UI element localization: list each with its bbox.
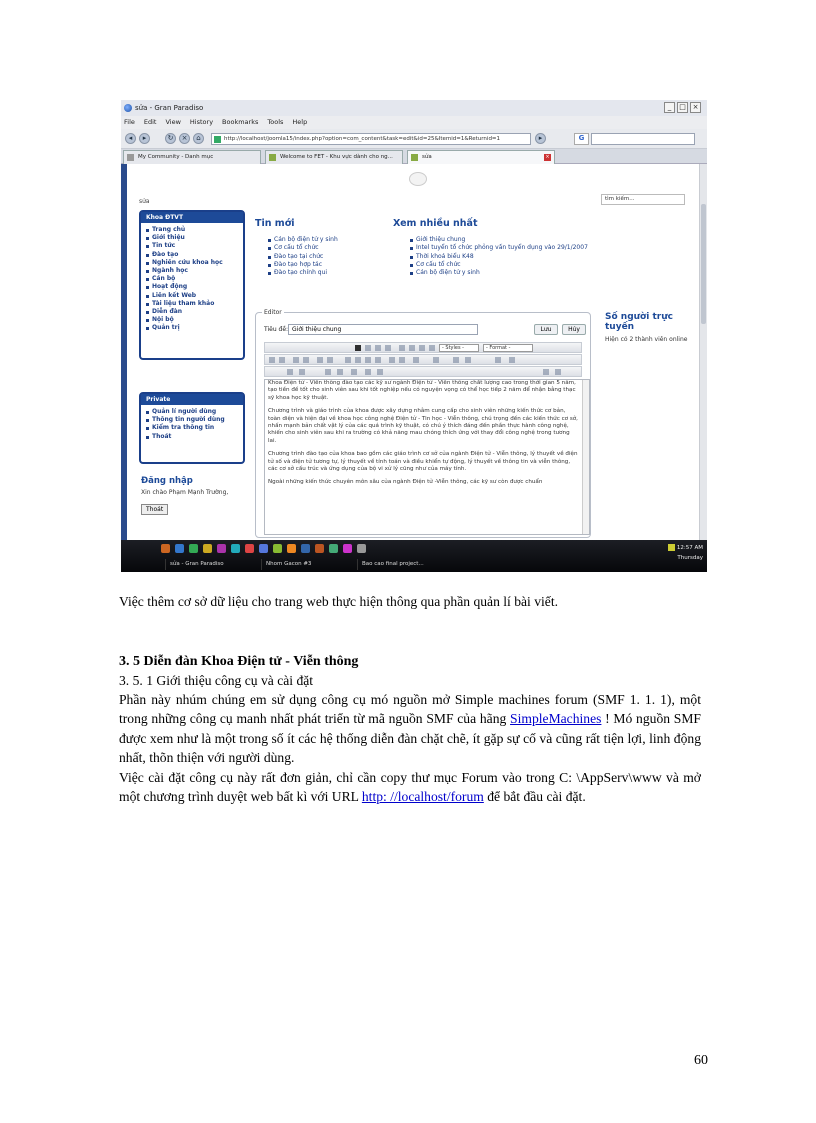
align-right-icon[interactable] [419, 345, 425, 351]
minimize-button[interactable]: _ [664, 102, 675, 113]
editor-paragraph: Chương trình và giáo trình của khoa được xây dựng nhằm cung cấp cho sinh viên những kiến thức cơ bản, toàn diện và hiện đại về khoa học công nghệ Điện tử - Tin học - Viễn thông, chú trọng đến các kiến thức cơ sở, nhấn mạnh bản chất vật lý của các quá trình kỹ thuật, có chú ý thích đáng đến phần thực hành công nghệ, khiến cho sinh viên sau khi ra trường có khả năng mau chóng thích ứng với thay đổi công nghệ trong tương lai. [268, 408, 578, 444]
firefox-icon [124, 104, 132, 112]
site-search-input[interactable]: tìm kiếm... [601, 194, 685, 205]
tab-label: Welcome to FET - Khu vực dành cho ng... [280, 154, 393, 160]
menu-history[interactable]: History [189, 118, 214, 126]
maximize-button[interactable]: □ [677, 102, 688, 113]
logout-button[interactable]: Thoát [141, 504, 168, 515]
popular-list [409, 236, 588, 277]
redo-icon[interactable] [327, 357, 333, 363]
popular-item[interactable]: Thời khoá biểu K48 [409, 253, 588, 261]
private-menu-item[interactable]: Quản lí người dùng [146, 408, 243, 416]
close-tab-icon[interactable]: × [545, 154, 550, 160]
joomla-icon [411, 154, 418, 161]
menu-file[interactable]: File [124, 118, 135, 126]
help-icon[interactable] [399, 357, 405, 363]
app-icon[interactable] [287, 544, 296, 553]
fullscreen-icon[interactable] [509, 357, 515, 363]
paragraph [119, 690, 701, 768]
tab-welcome-fet[interactable] [265, 150, 403, 164]
horizontal-rule-icon[interactable] [287, 369, 293, 375]
app-icon[interactable] [245, 544, 254, 553]
cancel-button[interactable]: Hủy [562, 324, 586, 335]
menu-item[interactable]: Cán bộ [146, 275, 243, 283]
app-icon[interactable] [315, 544, 324, 553]
window-titlebar [121, 100, 707, 116]
page-number: 60 [694, 1053, 708, 1068]
remove-format-icon[interactable] [299, 369, 305, 375]
news-item[interactable]: Cán bộ điện tử y sinh [267, 236, 338, 244]
table-icon[interactable] [433, 357, 439, 363]
home-icon[interactable]: ⌂ [193, 133, 204, 144]
app-icon[interactable] [217, 544, 226, 553]
image-icon[interactable] [375, 357, 381, 363]
login-module [141, 476, 251, 515]
editor-paragraph: Ngoài những kiến thức chuyên môn sâu của ngành Điện tử -Viễn thông, các kỹ sư còn được chuẩn [268, 479, 543, 486]
menu-item[interactable]: Diễn đàn [146, 308, 243, 316]
format-select[interactable]: - Format - [483, 344, 533, 352]
bold-icon[interactable] [355, 345, 361, 351]
private-menu-item[interactable]: Thông tin người dùng [146, 416, 243, 424]
windows-taskbar [121, 540, 707, 572]
private-menu-box [139, 392, 245, 464]
html-source-icon[interactable] [413, 357, 419, 363]
tab-my-community[interactable] [123, 150, 261, 164]
forward-icon[interactable]: ▸ [139, 133, 150, 144]
app-icon[interactable] [357, 544, 366, 553]
editor-toolbar-row [264, 342, 582, 353]
browser-screenshot [121, 100, 707, 572]
menu-item[interactable]: Nội bộ [146, 316, 243, 324]
app-icon[interactable] [301, 544, 310, 553]
editor-content[interactable] [264, 379, 590, 535]
editor-paragraph: Khoa Điện tử - Viễn thông đào tạo các kỹ sư ngành Điện tử - Viễn thông chất lượng cao trong thời gian 5 năm, tạo tiền đề tốt cho sinh viên sau khi tốt nghiệp nếu có nguyện vọng có thể học tiếp 2 năm để nhận bằng thạc sỹ khoa học kỹ thuật. [268, 380, 576, 401]
tab-label: My Community - Danh mục [138, 154, 214, 160]
joomla-icon [269, 154, 276, 161]
main-menu-title: Khoa ĐTVT [141, 212, 243, 223]
browser-search-input[interactable] [578, 133, 695, 145]
paragraph-text: Phần này nhúm chúng em sử dụng công cụ mó nguồn mở Simple machines forum (SMF 1. 1. 1), một trong những công cụ manh nhất phát triển từ mã nguồn SMF của hãng [119, 692, 701, 727]
page-icon [127, 154, 134, 161]
section-heading: 3. 5 Diễn đàn Khoa Điện tử - Viễn thông [119, 654, 359, 669]
page-viewport [121, 164, 707, 540]
numbered-list-icon[interactable] [279, 357, 285, 363]
news-item[interactable]: Cơ cấu tổ chức [267, 244, 338, 252]
site-logo [409, 172, 427, 186]
menu-edit[interactable]: Edit [143, 118, 157, 126]
menu-tools[interactable]: Tools [267, 118, 284, 126]
site-user-label: sửa [139, 198, 150, 205]
outdent-icon[interactable] [293, 357, 299, 363]
menu-item[interactable]: Ngành học [146, 267, 243, 275]
strikethrough-icon[interactable] [385, 345, 391, 351]
figure-caption: Việc thêm cơ sở dữ liệu cho trang web thực hiện thông qua phần quản lí bài viết. [119, 594, 559, 609]
clock-day: Thursday [677, 555, 703, 561]
back-icon[interactable]: ◂ [125, 133, 136, 144]
app-icon[interactable] [175, 544, 184, 553]
news-heading: Tin mới [255, 218, 295, 229]
tab-bar [121, 149, 707, 164]
menu-item[interactable]: Quản trị [146, 324, 243, 332]
editor-paragraph: Chương trình đào tạo của khoa bao gồm các giáo trình cơ sở của ngành Điện tử - Viễn thông, lý thuyết về điện tử số và điện tử tương tự, lý thuyết về tính toán và điều khiển tự động, lý thuyết về thông tin và viễn thông, các cơ sở cấu trúc và ứng dụng của bộ vi xử lý cũng như của máy tính. [268, 451, 578, 473]
popular-item[interactable]: Cán bộ điện tử y sinh [409, 269, 588, 277]
app-icon[interactable] [189, 544, 198, 553]
popular-item[interactable]: Cơ cấu tổ chức [409, 261, 588, 269]
news-item[interactable]: Đào tạo hợp tác [267, 261, 338, 269]
superscript-icon[interactable] [337, 369, 343, 375]
align-center-icon[interactable] [409, 345, 415, 351]
menu-item[interactable]: Hoạt động [146, 283, 243, 291]
menu-view[interactable]: View [165, 118, 181, 126]
news-item[interactable]: Đào tạo tại chức [267, 253, 338, 261]
app-icon[interactable] [161, 544, 170, 553]
reload-icon[interactable]: ↻ [165, 133, 176, 144]
editor-toolbar-row [264, 366, 582, 377]
title-label: Tiêu đề: [264, 326, 289, 333]
private-menu-title: Private [141, 394, 243, 405]
undo-icon[interactable] [317, 357, 323, 363]
save-button[interactable]: Lưu [534, 324, 558, 335]
online-text: Hiện có 2 thành viên online [605, 336, 688, 343]
menu-item[interactable]: Tài liệu tham khảo [146, 300, 243, 308]
window-title: sửa - Gran Paradiso [135, 104, 204, 112]
online-heading: Số người trực tuyến [605, 312, 673, 332]
text-color-icon[interactable] [365, 369, 371, 375]
app-icon[interactable] [343, 544, 352, 553]
editor-legend: Editor [264, 309, 282, 316]
indent-icon[interactable] [303, 357, 309, 363]
link-icon[interactable] [345, 357, 351, 363]
taskbar-task[interactable]: sửa - Gran Paradiso [165, 559, 257, 570]
private-menu-item[interactable]: Kiểm tra thông tin [146, 424, 243, 432]
paragraph-text: Việc cài đặt công cụ này rất đơn giản, chỉ cần copy thư mục Forum vào trong C: \AppServ\www và mở một chương trình duyệt web bất kì với URL [119, 770, 701, 805]
tab-label: sửa [422, 154, 432, 160]
login-greeting: Xin chào Phạm Mạnh Trường, [141, 489, 229, 496]
subscript-icon[interactable] [325, 369, 331, 375]
unlink-icon[interactable] [355, 357, 361, 363]
media-icon[interactable] [465, 357, 471, 363]
app-icon[interactable] [273, 544, 282, 553]
underline-icon[interactable] [375, 345, 381, 351]
page-left-border [121, 164, 127, 540]
title-input[interactable]: Giới thiệu chung [288, 324, 478, 335]
subsection-heading: 3. 5. 1 Giới thiệu công cụ và cài đặt [119, 673, 314, 688]
news-item[interactable]: Đào tạo chính qui [267, 269, 338, 277]
app-icon[interactable] [329, 544, 338, 553]
paragraph-text: để bắt đầu cài đặt. [483, 789, 586, 805]
navigation-toolbar [121, 129, 707, 149]
close-window-button[interactable]: × [690, 102, 701, 113]
spellcheck-icon[interactable] [555, 369, 561, 375]
login-heading: Đăng nhập [141, 476, 193, 486]
url-input[interactable] [211, 133, 531, 145]
special-char-icon[interactable] [351, 369, 357, 375]
cleanup-icon[interactable] [389, 357, 395, 363]
tab-sua[interactable] [407, 150, 555, 164]
popular-item[interactable]: Giới thiệu chung [409, 236, 588, 244]
google-icon[interactable]: G [574, 133, 589, 145]
styles-select[interactable]: - Styles - [439, 344, 479, 352]
site-favicon-icon [214, 136, 221, 143]
italic-icon[interactable] [365, 345, 371, 351]
print-icon[interactable] [495, 357, 501, 363]
private-menu-item[interactable]: Thoát [146, 433, 243, 441]
system-tray [668, 543, 703, 563]
simplemachines-link[interactable]: SimpleMachines [510, 711, 602, 727]
stop-icon[interactable]: × [179, 133, 190, 144]
menu-bar [121, 116, 707, 129]
editor-fieldset [255, 309, 591, 538]
menu-item[interactable]: Giới thiệu [146, 234, 243, 242]
app-icon[interactable] [203, 544, 212, 553]
emotion-icon[interactable] [453, 357, 459, 363]
menu-bookmarks[interactable]: Bookmarks [222, 118, 259, 126]
taskbar-task[interactable]: Nhom Gacon #3 [261, 559, 353, 570]
menu-item[interactable]: Tin tức [146, 242, 243, 250]
menu-item[interactable]: Đào tạo [146, 251, 243, 259]
paragraph [119, 768, 701, 807]
quick-launch [161, 544, 366, 553]
popular-item[interactable]: Intel tuyển tố chức phỏng vấn tuyển dụng vào 29/1/2007 [409, 244, 588, 252]
align-justify-icon[interactable] [429, 345, 435, 351]
app-icon[interactable] [259, 544, 268, 553]
online-users-module [605, 312, 689, 344]
go-icon[interactable]: ▸ [535, 133, 546, 144]
page-scrollbar[interactable] [699, 164, 707, 540]
popular-heading: Xem nhiều nhất [393, 218, 478, 229]
forum-url-link[interactable]: http: //localhost/forum [361, 789, 484, 805]
bullet-list-icon[interactable] [269, 357, 275, 363]
menu-item[interactable]: Nghiên cứu khoa học [146, 259, 243, 267]
align-left-icon[interactable] [399, 345, 405, 351]
preview-icon[interactable] [543, 369, 549, 375]
news-list [267, 236, 338, 277]
menu-item[interactable]: Liên kết Web [146, 292, 243, 300]
menu-help[interactable]: Help [292, 118, 308, 126]
editor-toolbar-row [264, 354, 582, 365]
clock-time: 12:57 AM [676, 545, 703, 551]
anchor-icon[interactable] [365, 357, 371, 363]
url-text: http://localhost/joomla15/index.php?option=com_content&task=edit&id=25&Itemid=1&Returnid=1 [224, 136, 501, 142]
background-color-icon[interactable] [377, 369, 383, 375]
taskbar-task[interactable]: Bao cao final project... [357, 559, 457, 570]
menu-item[interactable]: Trang chủ [146, 226, 243, 234]
editor-scrollbar[interactable] [582, 380, 589, 535]
app-icon[interactable] [231, 544, 240, 553]
main-menu-box [139, 210, 245, 360]
tray-icon[interactable] [668, 544, 675, 551]
paragraph-text: ! Mó nguồn SMF được xem như là một trong số ít các hệ thống diễn đàn chặt chẽ, ít gặp sự cố và cũng rất tiện lợi, linh động nhất, thõn thiện với người dùng. [119, 711, 701, 766]
